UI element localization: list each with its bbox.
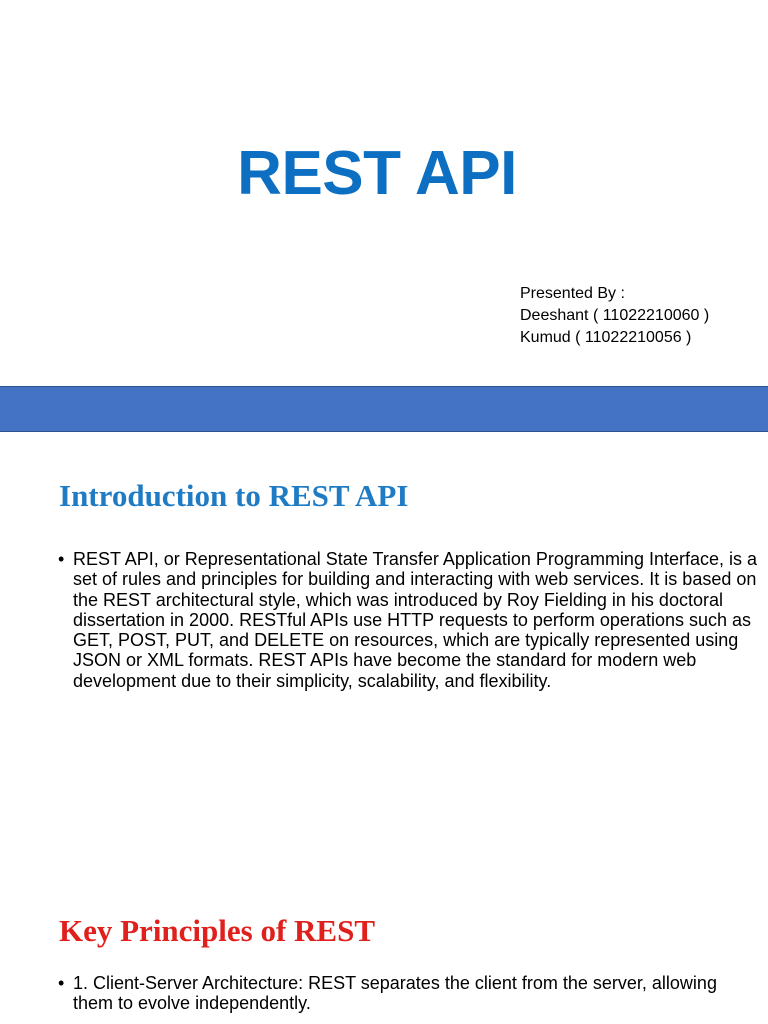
presented-by-label: Presented By : (520, 285, 625, 302)
slide-divider-band (0, 386, 768, 432)
principles-bullet-list (58, 973, 758, 1014)
principles-slide (0, 882, 768, 1024)
bullet-dot-icon: • (58, 973, 65, 993)
intro-slide (0, 432, 768, 882)
presenter-deeshant: Deeshant ( 11022210060 ) (520, 307, 710, 324)
intro-heading: Introduction to REST API (59, 478, 409, 513)
intro-bullet (58, 549, 758, 691)
presenters-block (520, 283, 709, 349)
principles-bullet (58, 973, 758, 1014)
bullet-dot-icon: • (58, 549, 65, 569)
principles-heading: Key Principles of REST (59, 913, 376, 948)
intro-bullet-list (58, 549, 758, 691)
presentation-title: REST API (237, 139, 517, 208)
title-slide (0, 0, 768, 386)
intro-bullet-text: REST API, or Representational State Transfer Application Programming Interface, is a set of rules and principles for building and interacting with web services. It is based on the REST architectural style, which was introduced by Roy Fielding in his doctoral dissertation in 2000. RESTful APIs use HTTP requests to perform operations such as GET, POST, PUT, and DELETE on resources, which are typically represented using JSON or XML formats. REST APIs have become the standard for modern web development due to their simplicity, scalability, and flexibility. (73, 549, 758, 691)
principles-bullet-text: 1. Client-Server Architecture: REST separates the client from the server, allowing them to evolve independently. (73, 973, 717, 1014)
presenter-kumud: Kumud ( 11022210056 ) (520, 329, 692, 346)
